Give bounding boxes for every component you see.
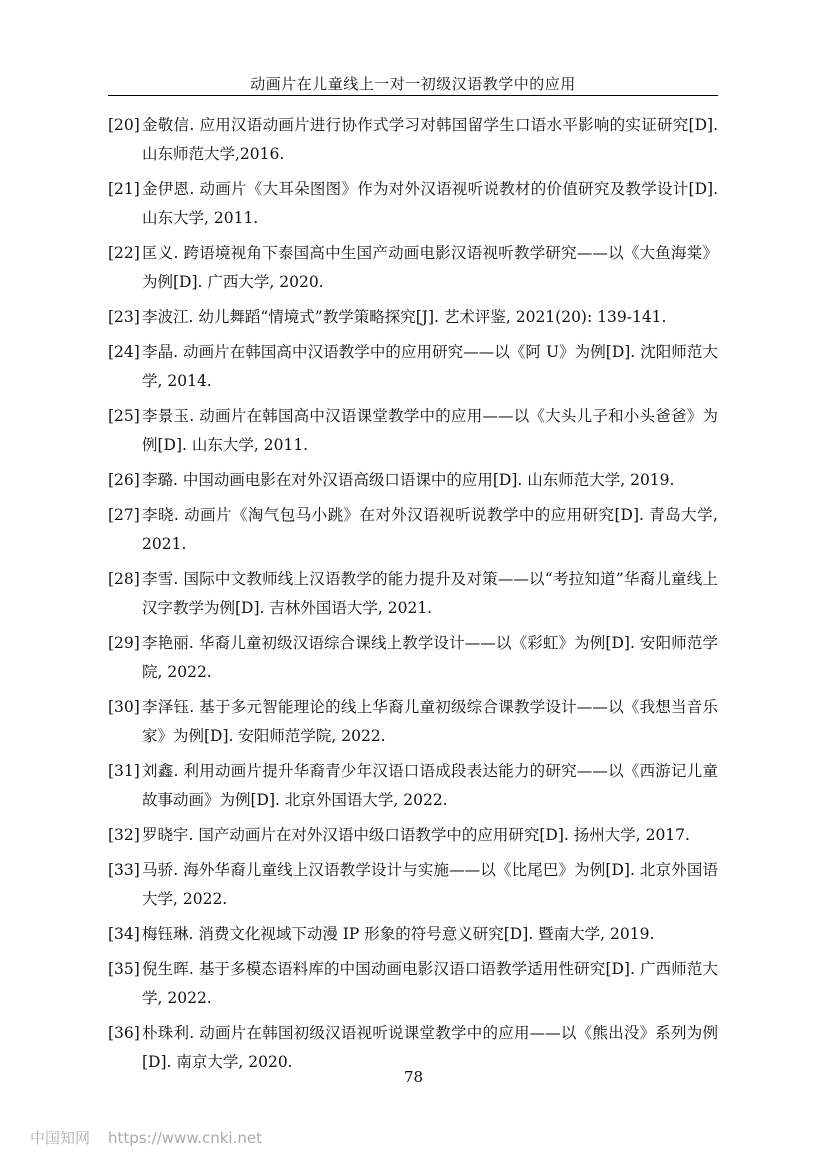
reference-item bbox=[108, 821, 718, 850]
reference-number: [34] bbox=[108, 925, 140, 943]
reference-text: 李晓. 动画片《淘气包马小跳》在对外汉语视听说教学中的应用研究[D]. 青岛大学, 2021. bbox=[142, 506, 718, 553]
reference-item bbox=[108, 856, 718, 914]
reference-text: 金伊恩. 动画片《大耳朵图图》作为对外汉语视听说教材的价值研究及教学设计[D]. 山东大学, 2011. bbox=[142, 180, 718, 227]
running-header: 动画片在儿童线上一对一初级汉语教学中的应用 bbox=[250, 75, 576, 93]
reference-number: [27] bbox=[108, 506, 140, 524]
reference-number: [20] bbox=[108, 116, 140, 134]
reference-number: [28] bbox=[108, 570, 140, 588]
reference-number: [24] bbox=[108, 343, 140, 361]
reference-item bbox=[108, 501, 718, 559]
watermark-brand: 中国知网 bbox=[30, 1129, 91, 1147]
reference-number: [22] bbox=[108, 244, 140, 262]
reference-text: 李波江. 幼儿舞蹈“情境式”教学策略探究[J]. 艺术评鉴, 2021(20): 139-141. bbox=[142, 308, 667, 326]
reference-number: [36] bbox=[108, 1024, 140, 1042]
reference-text: 朴珠利. 动画片在韩国初级汉语视听说课堂教学中的应用——以《熊出没》系列为例[D]. 南京大学, 2020. bbox=[142, 1024, 718, 1071]
reference-item bbox=[108, 303, 718, 332]
reference-item bbox=[108, 175, 718, 233]
reference-item bbox=[108, 402, 718, 460]
reference-item bbox=[108, 955, 718, 1013]
reference-list bbox=[108, 111, 718, 1083]
reference-text: 李璐. 中国动画电影在对外汉语高级口语课中的应用[D]. 山东师范大学, 2019. bbox=[142, 471, 675, 489]
reference-text: 匡义. 跨语境视角下泰国高中生国产动画电影汉语视听教学研究——以《大鱼海棠》为例[D]. 广西大学, 2020. bbox=[142, 244, 718, 291]
reference-number: [32] bbox=[108, 826, 140, 844]
reference-number: [31] bbox=[108, 762, 140, 780]
reference-number: [29] bbox=[108, 634, 140, 652]
watermark-footer bbox=[30, 1127, 262, 1148]
reference-item bbox=[108, 920, 718, 949]
reference-text: 李艳丽. 华裔儿童初级汉语综合课线上教学设计——以《彩虹》为例[D]. 安阳师范学院, 2022. bbox=[142, 634, 718, 681]
reference-number: [23] bbox=[108, 308, 140, 326]
reference-number: [26] bbox=[108, 471, 140, 489]
reference-number: [30] bbox=[108, 698, 140, 716]
reference-text: 梅钰琳. 消费文化视域下动漫 IP 形象的符号意义研究[D]. 暨南大学, 2019. bbox=[142, 925, 655, 943]
reference-item bbox=[108, 239, 718, 297]
reference-item bbox=[108, 466, 718, 495]
reference-number: [21] bbox=[108, 180, 140, 198]
reference-item bbox=[108, 338, 718, 396]
reference-item bbox=[108, 111, 718, 169]
reference-text: 马骄. 海外华裔儿童线上汉语教学设计与实施——以《比尾巴》为例[D]. 北京外国语大学, 2022. bbox=[142, 861, 718, 908]
reference-text: 罗晓宇. 国产动画片在对外汉语中级口语教学中的应用研究[D]. 扬州大学, 2017. bbox=[142, 826, 690, 844]
reference-item bbox=[108, 629, 718, 687]
reference-item bbox=[108, 565, 718, 623]
watermark-url: https://www.cnki.net bbox=[108, 1129, 262, 1147]
reference-text: 金敬信. 应用汉语动画片进行协作式学习对韩国留学生口语水平影响的实证研究[D]. 山东师范大学,2016. bbox=[142, 116, 718, 163]
reference-item bbox=[108, 757, 718, 815]
reference-text: 刘鑫. 利用动画片提升华裔青少年汉语口语成段表达能力的研究——以《西游记儿童故事动画》为例[D]. 北京外国语大学, 2022. bbox=[142, 762, 718, 809]
reference-text: 李晶. 动画片在韩国高中汉语教学中的应用研究——以《阿 U》为例[D]. 沈阳师范大学, 2014. bbox=[142, 343, 718, 390]
reference-item bbox=[108, 693, 718, 751]
header-rule bbox=[108, 95, 718, 96]
reference-text: 倪生晖. 基于多模态语料库的中国动画电影汉语口语教学适用性研究[D]. 广西师范大学, 2022. bbox=[142, 960, 718, 1007]
page-number: 78 bbox=[403, 1068, 424, 1086]
reference-text: 李景玉. 动画片在韩国高中汉语课堂教学中的应用——以《大头儿子和小头爸爸》为例[D]. 山东大学, 2011. bbox=[142, 407, 718, 454]
reference-text: 李泽钰. 基于多元智能理论的线上华裔儿童初级综合课教学设计——以《我想当音乐家》为例[D]. 安阳师范学院, 2022. bbox=[142, 698, 718, 745]
reference-number: [35] bbox=[108, 960, 140, 978]
reference-text: 李雪. 国际中文教师线上汉语教学的能力提升及对策——以“考拉知道”华裔儿童线上汉字教学为例[D]. 吉林外国语大学, 2021. bbox=[142, 570, 718, 617]
reference-number: [33] bbox=[108, 861, 140, 879]
reference-number: [25] bbox=[108, 407, 140, 425]
